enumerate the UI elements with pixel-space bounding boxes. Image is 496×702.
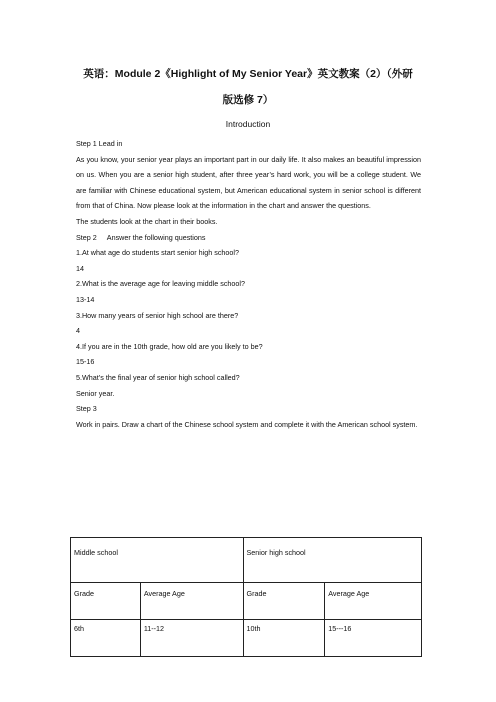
question-3: 3.How many years of senior high school are there? — [76, 310, 239, 320]
header-grade: Grade — [71, 583, 141, 620]
group-middle-school: Middle school — [71, 538, 244, 583]
step2-label: Step 2 — [76, 232, 97, 242]
answer-5: Senior year. — [76, 388, 115, 398]
step2-heading — [76, 230, 421, 246]
answer-3: 4 — [76, 326, 80, 336]
cell-grade: 10th — [243, 620, 325, 657]
header-grade: Grade — [243, 583, 325, 620]
cell-average-age: 11--12 — [140, 620, 243, 657]
question-5: 5.What’s the final year of senior high school called? — [76, 372, 240, 382]
step2-title: Answer the following questions — [106, 232, 206, 242]
question-2: 2.What is the average age for leaving middle school? — [76, 279, 246, 289]
header-average-age: Average Age — [325, 583, 422, 620]
cell-grade: 6th — [71, 620, 141, 657]
answer-4: 15-16 — [76, 357, 95, 367]
document-body — [76, 136, 421, 432]
step1-note: The students look at the chart in their books. — [76, 216, 218, 226]
cell-average-age: 15---16 — [325, 620, 422, 657]
step3-paragraph: Work in pairs. Draw a chart of the Chinese school system and complete it with the American school system. — [76, 419, 418, 429]
school-system-table — [70, 537, 422, 657]
step1-heading: Step 1 Lead in — [76, 139, 123, 148]
table-header-row — [71, 583, 422, 620]
section-subtitle: Introduction — [225, 119, 271, 129]
document-title-line-2: 版选修 7） — [222, 94, 274, 106]
answer-1: 14 — [76, 263, 84, 273]
question-4: 4.If you are in the 10th grade, how old are you likely to be? — [76, 341, 263, 351]
table-row — [71, 620, 422, 657]
document-title-line-1: 英语：Module 2《Highlight of My Senior Year》英文教案（2）（外研 — [83, 68, 413, 80]
answer-2: 13-14 — [76, 294, 95, 304]
table-group-row — [71, 538, 422, 583]
group-senior-high-school: Senior high school — [243, 538, 422, 583]
step1-paragraph: As you know, your senior year plays an important part in our daily life. It also makes an beautiful impression on us. When you are a senior high student, after three year’s hard work, you will be a college student. We are familiar with Chinese educational system, but American educational system in senior school is different from that of China. Now please look at the information in the chart and answer the questions. — [76, 154, 421, 211]
step3-heading: Step 3 — [76, 404, 97, 414]
question-1: 1.At what age do students start senior high school? — [76, 248, 240, 258]
header-average-age: Average Age — [140, 583, 243, 620]
